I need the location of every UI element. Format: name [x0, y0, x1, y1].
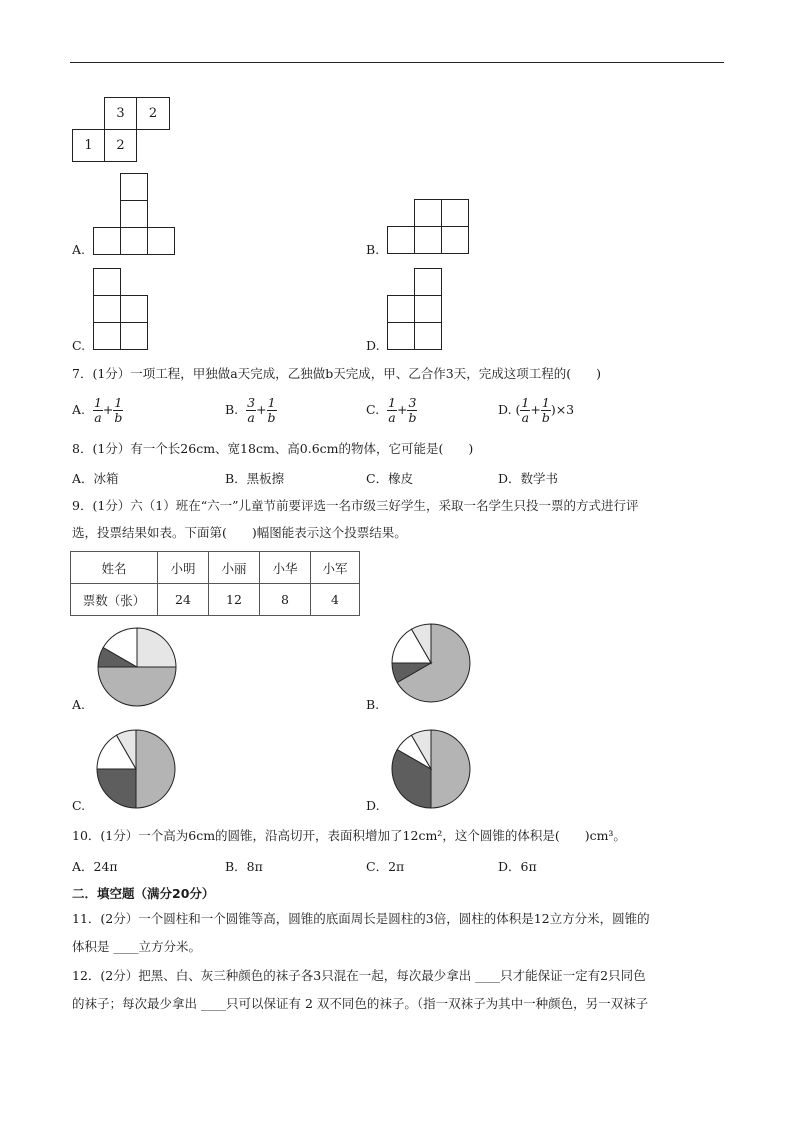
- option-b-figure: [384, 196, 474, 260]
- question-11-line2: 体积是 ____立方分米。: [72, 939, 201, 954]
- table-row: [71, 552, 360, 584]
- pie-option-a: [94, 624, 180, 710]
- table-cell: 小军: [311, 552, 360, 584]
- section-title: 二．填空题（满分20分）: [72, 886, 215, 901]
- q10-option-d: D．6π: [498, 859, 537, 874]
- question-12-line1: 12．(2分）把黑、白、灰三种颜色的袜子各3只混在一起，每次最少拿出 ____只才能保证一定有2只同色: [72, 968, 646, 983]
- table-cell: 4: [311, 584, 360, 616]
- q7-option-d: D. ( $\frac{1}{a}$ + $\frac{1}{b}$ )×3: [498, 395, 575, 425]
- net-cell: 2: [104, 129, 137, 162]
- table-cell: 小明: [158, 552, 209, 584]
- q7-option-b-label: B.: [225, 402, 239, 417]
- option-b-label: B.: [366, 242, 380, 257]
- table-cell: 12: [209, 584, 260, 616]
- option-d-label: D.: [366, 338, 380, 353]
- q9-option-a-label: A.: [72, 697, 86, 712]
- q7-option-a: A. $\frac{1}{a}$ + $\frac{1}{b}$: [72, 395, 123, 425]
- table-cell: 24: [158, 584, 209, 616]
- question-8-text: 8．(1分）有一个长26cm、宽18cm、高0.6cm的物体，它可能是( ): [72, 441, 474, 456]
- option-d-figure: [384, 265, 448, 355]
- q8-option-d: D．数学书: [498, 471, 559, 486]
- pie-slice: [97, 769, 136, 808]
- question-9-line1: 9．(1分）六（1）班在“六一”儿童节前要评选一名市级三好学生，采取一名学生只投一票的方式进行评: [72, 498, 639, 513]
- table-row: [71, 584, 360, 616]
- pie-option-d: [388, 726, 474, 812]
- table-cell: 小丽: [209, 552, 260, 584]
- question-9-line2: 选，投票结果如表。下面第( )幅图能表示这个投票结果。: [72, 525, 407, 540]
- q9-option-d-label: D.: [366, 798, 380, 813]
- q8-option-a: A．冰箱: [72, 471, 119, 486]
- q7-option-c-label: C.: [366, 402, 380, 417]
- question-12-line2: 的袜子；每次最少拿出 ____只可以保证有 2 双不同色的袜子。（指一双袜子为其中一种颜色，另一双袜子: [72, 996, 649, 1011]
- q10-option-c: C．2π: [366, 859, 405, 874]
- pie-slice: [98, 667, 176, 706]
- q8-option-b: B．黑板擦: [225, 471, 285, 486]
- pie-slice: [431, 730, 470, 808]
- q9-option-c-label: C.: [72, 798, 86, 813]
- q8-option-c: C．橡皮: [366, 471, 414, 486]
- pie-slice: [137, 628, 176, 667]
- question-7-text: 7．(1分）一项工程，甲独做a天完成，乙独做b天完成，甲、乙合作3天，完成这项工程的( ): [72, 366, 601, 381]
- pie-option-c: [93, 726, 179, 812]
- q9-option-b-label: B.: [366, 697, 380, 712]
- q7-option-d-label: D.: [498, 402, 512, 417]
- option-c-figure: [90, 265, 154, 355]
- question-11-line1: 11．(2分）一个圆柱和一个圆锥等高，圆锥的底面周长是圆柱的3倍，圆柱的体积是12立方分米，圆锥的: [72, 911, 650, 926]
- q10-option-b: B．8π: [225, 859, 263, 874]
- table-cell: 票数（张）: [71, 584, 158, 616]
- pie-slice: [136, 730, 175, 808]
- net-cell: 3: [104, 97, 137, 130]
- net-cell: 1: [72, 129, 105, 162]
- net-cell: 2: [136, 97, 170, 130]
- option-a-label: A.: [72, 242, 86, 257]
- q7-option-a-label: A.: [72, 402, 86, 417]
- table-cell: 姓名: [71, 552, 158, 584]
- q7-option-b: B. $\frac{3}{a}$ + $\frac{1}{b}$: [225, 395, 276, 425]
- option-c-label: C.: [72, 338, 86, 353]
- question-10-text: 10．(1分）一个高为6cm的圆锥，沿高切开，表面积增加了12cm²，这个圆锥的体积是( )cm³。: [72, 828, 626, 843]
- vote-table: [70, 551, 360, 616]
- header-rule: [70, 62, 724, 63]
- table-cell: 小华: [260, 552, 311, 584]
- option-a-figure: [90, 170, 180, 260]
- pie-option-b: [388, 620, 474, 706]
- q10-option-a: A．24π: [72, 859, 118, 874]
- table-cell: 8: [260, 584, 311, 616]
- q7-option-c: C. $\frac{1}{a}$ + $\frac{3}{b}$: [366, 395, 417, 425]
